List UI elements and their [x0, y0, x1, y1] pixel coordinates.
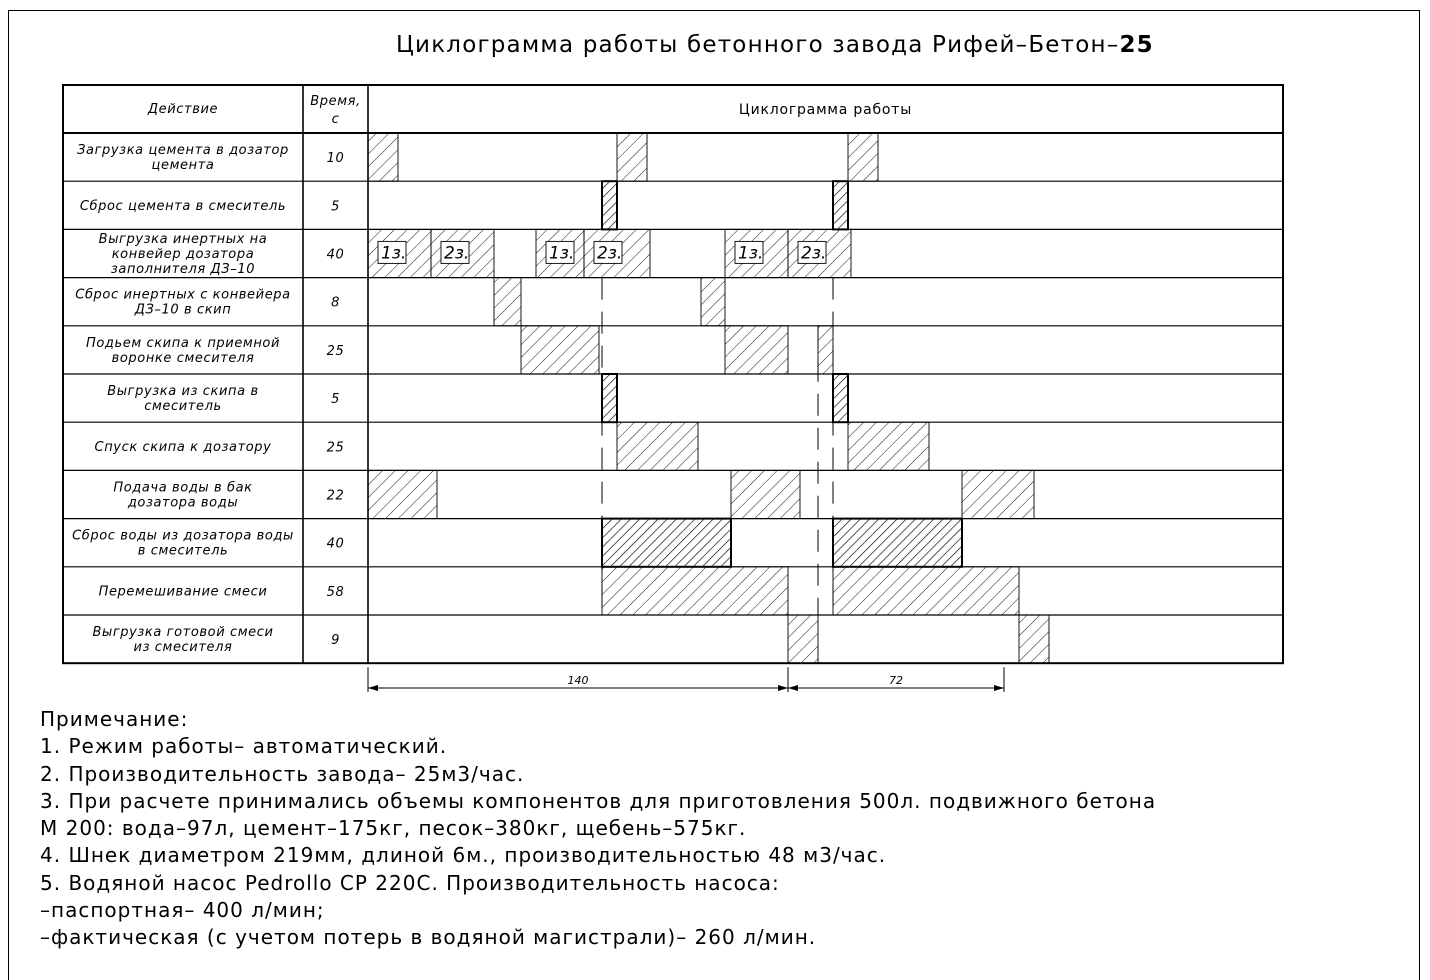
- gantt-bar: [833, 181, 848, 229]
- row-action-text: Подача воды в бак: [113, 480, 253, 496]
- row-time-value: 5: [331, 392, 340, 408]
- gantt-bar: [833, 374, 848, 422]
- row-time-value: 22: [326, 488, 345, 504]
- gantt-bar: [962, 470, 1034, 518]
- row-action-text: Сброс воды из дозатора воды: [72, 528, 294, 544]
- gantt-bar: [521, 326, 599, 374]
- dimension-arrow: [778, 685, 788, 691]
- header-chart: Циклограмма работы: [738, 102, 913, 118]
- bar-label: 1з.: [549, 243, 575, 264]
- row-action-text: Перемешивание смеси: [98, 584, 268, 600]
- row-action-text: заполнителя ДЗ–10: [110, 262, 256, 277]
- gantt-bar: [731, 470, 800, 518]
- note-line: 5. Водяной насос Pedrollo CP 220C. Производительность насоса:: [40, 870, 780, 895]
- gantt-bar: [833, 567, 1019, 615]
- row-action-text: Сброс инертных с конвейера: [75, 287, 291, 303]
- dimension-arrow: [788, 685, 798, 691]
- row-time-value: 58: [326, 584, 345, 600]
- dimension-label-72: 72: [889, 674, 903, 687]
- bar-label: 2з.: [801, 243, 827, 264]
- row-action-text: из смесителя: [133, 640, 233, 656]
- gantt-bar: [368, 470, 437, 518]
- dimension-lines: [368, 667, 1004, 692]
- header-time-line1: Время,: [310, 94, 361, 109]
- gantt-bar: [368, 133, 398, 181]
- row-action-text: Сброс цемента в смеситель: [79, 198, 287, 214]
- bar-label: 1з.: [381, 243, 407, 264]
- dimension-arrow: [368, 685, 378, 691]
- gantt-bar: [848, 133, 878, 181]
- row-time-value: 8: [331, 295, 340, 311]
- row-action-text: Выгрузка из скипа в: [107, 384, 259, 400]
- row-action-text: Выгрузка готовой смеси: [92, 625, 274, 641]
- bar-label: 2з.: [597, 243, 623, 264]
- row-time-value: 25: [326, 440, 345, 456]
- row-action-text: ДЗ–10 в скип: [134, 302, 232, 318]
- gantt-bar: [725, 326, 788, 374]
- gantt-bar: [848, 422, 929, 470]
- note-line: М 200: вода–97л, цемент–175кг, песок–380кг, щебень–575кг.: [40, 816, 747, 841]
- dimension-arrow: [994, 685, 1004, 691]
- note-line: –фактическая (с учетом потерь в водяной магистрали)– 260 л/мин.: [40, 925, 817, 950]
- row-time-value: 5: [331, 199, 340, 215]
- row-action-text: цемента: [151, 158, 215, 174]
- row-time-value: 40: [326, 536, 345, 552]
- gantt-bar: [602, 181, 617, 229]
- dimension-label-140: 140: [567, 674, 589, 687]
- gantt-bar: [788, 615, 818, 663]
- row-time-value: 25: [326, 343, 345, 359]
- row-action-text: конвейер дозатора: [111, 247, 255, 262]
- notes-block: [40, 706, 1156, 952]
- notes-heading: Примечание:: [40, 707, 189, 731]
- gantt-bar: [602, 519, 731, 567]
- bar-label: 1з.: [738, 243, 764, 264]
- row-action-text: дозатора воды: [127, 495, 239, 511]
- title-number: 25: [1119, 32, 1154, 58]
- row-action-text: воронке смесителя: [111, 350, 255, 366]
- header-time-line2: с: [331, 112, 340, 127]
- gantt-bar: [1019, 615, 1049, 663]
- note-line: 1. Режим работы– автоматический.: [40, 734, 448, 759]
- row-time-value: 40: [326, 247, 345, 263]
- gantt-bar: [494, 278, 521, 326]
- title-text: Циклограмма работы бетонного завода Рифей–Бетон–: [396, 32, 1120, 58]
- row-action-text: Спуск скипа к дозатору: [94, 439, 272, 455]
- header-action: Действие: [147, 102, 219, 117]
- row-action-text: Загрузка цемента в дозатор: [77, 143, 289, 159]
- row-action-text: Подьем скипа к приемной: [85, 335, 281, 351]
- row-action-text: в смеситель: [137, 543, 229, 559]
- gantt-bar: [818, 326, 833, 374]
- note-line: 4. Шнек диаметром 219мм, длиной 6м., производительностью 48 м3/час.: [40, 843, 887, 868]
- row-action-text: Выгрузка инертных на: [98, 232, 268, 247]
- gantt-bar: [602, 374, 617, 422]
- bars-layer: [368, 133, 1049, 663]
- gantt-bar: [602, 567, 788, 615]
- row-time-value: 10: [326, 151, 345, 167]
- gantt-bar: [833, 519, 962, 567]
- gantt-bar: [701, 278, 725, 326]
- row-action-text: смеситель: [144, 399, 222, 415]
- note-line: –паспортная– 400 л/мин;: [40, 898, 325, 923]
- gantt-bar: [617, 133, 647, 181]
- bar-label: 2з.: [444, 243, 470, 264]
- note-line: 2. Производительность завода– 25м3/час.: [40, 761, 525, 786]
- note-line: 3. При расчете принимались объемы компонентов для приготовления 500л. подвижного бетона: [40, 788, 1157, 813]
- row-time-value: 9: [331, 633, 340, 649]
- gantt-bar: [617, 422, 698, 470]
